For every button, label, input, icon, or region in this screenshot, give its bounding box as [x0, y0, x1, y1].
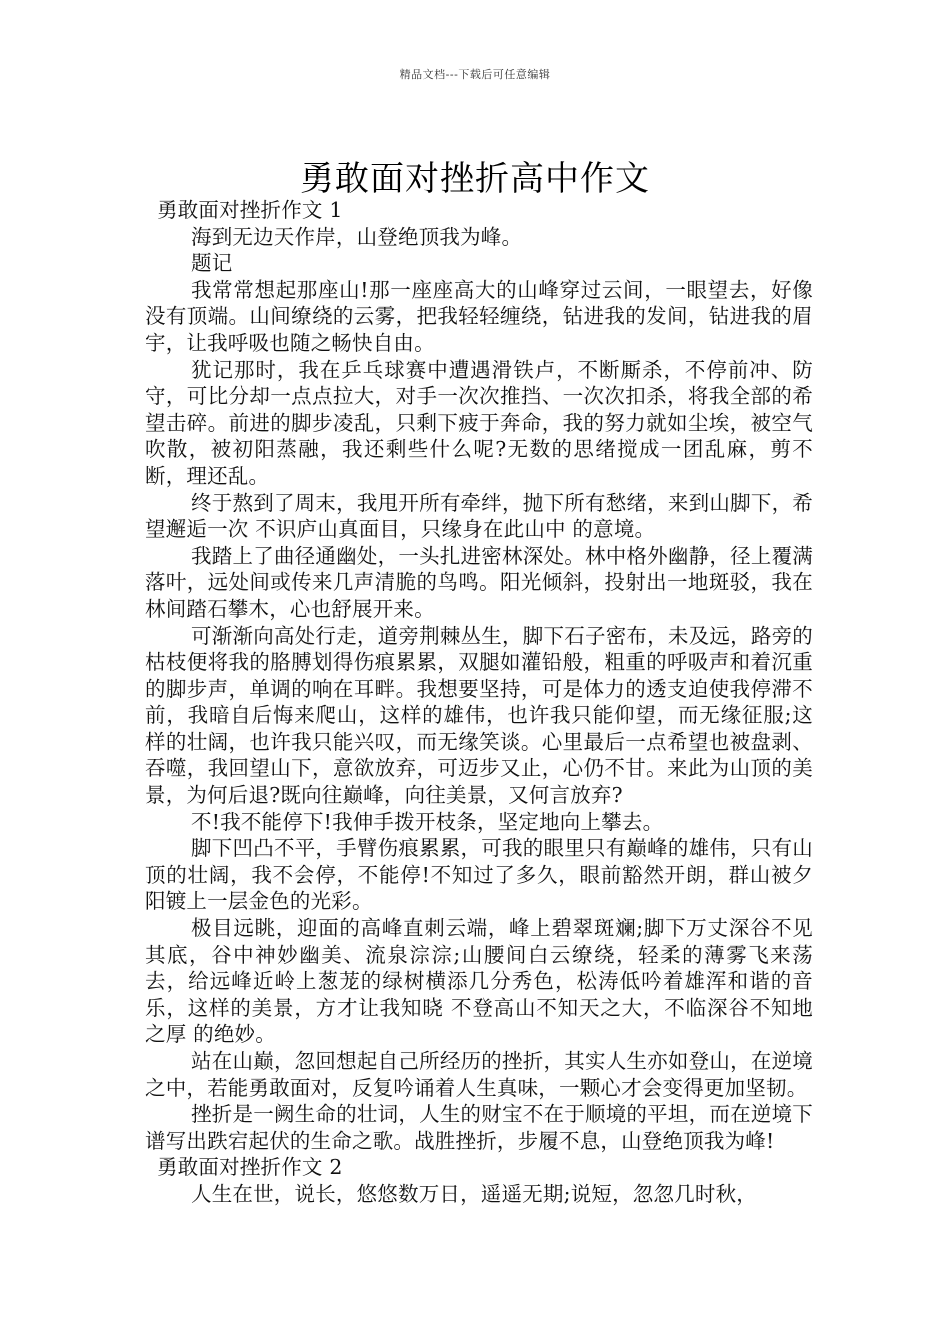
- paragraph: 海到无边天作岸，山登绝顶我为峰。: [191, 224, 523, 249]
- section-heading: 勇敢面对挫折作文 2: [157, 1155, 343, 1180]
- paragraph: 题记: [191, 251, 233, 276]
- section-heading: 勇敢面对挫折作文 1: [157, 198, 343, 222]
- paragraph: 犹记那时，我在乒乓球赛中遭遇滑铁卢，不断厮杀，不停前冲、防守，可比分却一点点拉大，对手一次次推挡、一次次扣杀，将我全部的希望击碎。前进的脚步凌乱，只剩下疲于奔命，我的努力就如尘埃，被空气吹散，被初阳蒸融，我还剩些什么呢?无数的思绪搅成一团乱麻，剪不断，理还乱。: [145, 357, 813, 488]
- paragraph: 可渐渐向高处行走，道旁荆棘丛生，脚下石子密布，未及远，路旁的枯枝便将我的胳膊划得伤痕累累，双腿如灌铅般，粗重的呼吸声和着沉重的脚步声，单调的响在耳畔。我想要坚持，可是体力的透支迫使我停滞不前，我暗自后悔来爬山，这样的雄伟，也许我只能仰望，而无缘征服;这样的壮阔，也许我只能兴叹，而无缘笑谈。心里最后一点希望也被盘剥、吞噬，我回望山下，意欲放弃，可迈步又止，心仍不甘。来此为山顶的美景，为何后退?既向往巅峰，向往美景，又何言放弃?: [145, 623, 813, 808]
- header-note: 精品文档---下载后可任意编辑: [399, 68, 551, 81]
- document-body: [145, 197, 813, 1208]
- paragraph: 终于熬到了周末，我甩开所有牵绊，抛下所有愁绪，来到山脚下，希望邂逅一次 不识庐山真面目，只缘身在此山中 的意境。: [145, 490, 813, 542]
- document-title: 勇敢面对挫折高中作文: [300, 158, 650, 199]
- paragraph: 不!我不能停下!我伸手拨开枝条，坚定地向上攀去。: [191, 809, 664, 834]
- paragraph: 我踏上了曲径通幽处，一头扎进密林深处。林中格外幽静，径上覆满落叶，远处间或传来几声清脆的鸟鸣。阳光倾斜，投射出一地斑驳，我在林间踏石攀木，心也舒展开来。: [145, 543, 813, 621]
- paragraph: 我常常想起那座山!那一座座高大的山峰穿过云间，一眼望去，好像没有顶端。山间缭绕的云雾，把我轻轻缠绕，钻进我的发间，钻进我的眉宇，让我呼吸也随之畅快自由。: [145, 277, 813, 355]
- paragraph: 人生在世，说长，悠悠数万日，遥遥无期;说短，忽忽几时秋，: [191, 1181, 758, 1206]
- paragraph: 站在山巅，忽回想起自己所经历的挫折，其实人生亦如登山，在逆境之中，若能勇敢面对，反复吟诵着人生真味，一颗心才会变得更加坚韧。: [145, 1049, 813, 1100]
- paragraph: 挫折是一阙生命的壮词，人生的财宝不在于顺境的平坦，而在逆境下谱写出跌宕起伏的生命之歌。战胜挫折，步履不息，山登绝顶我为峰!: [145, 1102, 813, 1153]
- paragraph: 脚下凹凸不平，手臂伤痕累累，可我的眼里只有巅峰的雄伟，只有山顶的壮阔，我不会停，不能停!不知过了多久，眼前豁然开朗，群山被夕阳镀上一层金色的光彩。: [145, 836, 813, 914]
- paragraph: 极目远眺，迎面的高峰直刺云端，峰上碧翠斑斓;脚下万丈深谷不见其底，谷中神妙幽美、流泉淙淙;山腰间白云缭绕，轻柔的薄雾飞来荡去，给远峰近岭上葱茏的绿树横添几分秀色，松涛低吟着雄浑和谐的音乐，这样的美景，方才让我知晓 不登高山不知天之大，不临深谷不知地之厚 的绝妙。: [145, 916, 813, 1047]
